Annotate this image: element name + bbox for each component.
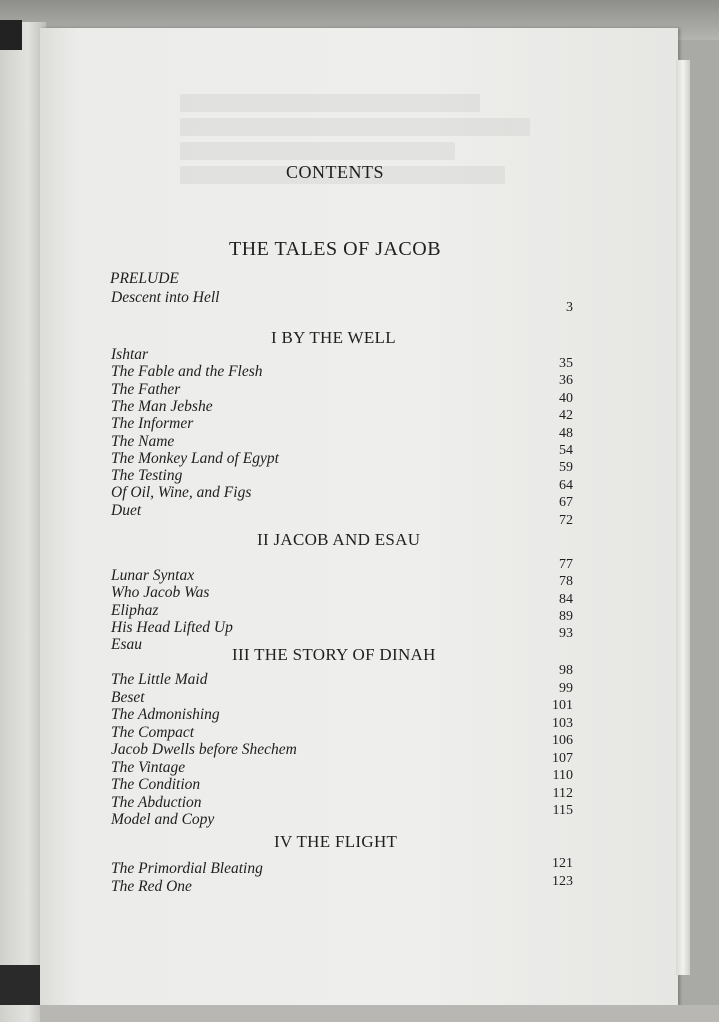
toc-entry-page: 67 — [559, 495, 573, 510]
toc-entry-title: The Vintage — [111, 759, 186, 776]
toc-entry-page: 84 — [559, 592, 573, 607]
toc-entry-page: 72 — [559, 513, 573, 528]
toc-entry-title: Beset — [111, 689, 145, 706]
toc-entry-page: 98 — [559, 663, 573, 678]
section-heading: I BY THE WELL — [271, 328, 396, 347]
book-spine-top — [0, 20, 22, 50]
toc-entry-page: 78 — [559, 574, 573, 589]
toc-entry-page: 40 — [559, 391, 573, 406]
toc-entry-page: 35 — [559, 356, 573, 371]
toc-entry-page: 77 — [559, 557, 573, 572]
toc-entry-title: Who Jacob Was — [111, 584, 210, 601]
toc-entry-page: 59 — [559, 460, 573, 475]
toc-entry-title: The Condition — [111, 776, 201, 793]
toc-entry-page: 106 — [552, 733, 573, 748]
section-heading: III THE STORY OF DINAH — [232, 645, 436, 664]
toc-entry-title: Descent into Hell — [111, 289, 220, 306]
toc-entry-title: Duet — [111, 502, 142, 519]
toc-entry-page: 103 — [552, 716, 573, 731]
toc-entry-title: The Father — [111, 381, 181, 398]
toc-entry-title: Model and Copy — [111, 811, 215, 828]
section-heading: II JACOB AND ESAU — [257, 530, 421, 549]
toc-entry-title: The Monkey Land of Egypt — [111, 450, 279, 467]
toc-entry-title: The Man Jebshe — [111, 398, 213, 415]
toc-entry-page: 110 — [552, 768, 573, 783]
toc-entry-title: Ishtar — [111, 346, 149, 363]
toc-entry-title: Esau — [111, 636, 142, 653]
toc-entry-page: 36 — [559, 373, 573, 388]
toc-entry-page: 112 — [552, 786, 573, 801]
toc-entry-page: 89 — [559, 609, 573, 624]
toc-entry-title: Lunar Syntax — [111, 567, 195, 584]
contents-heading: CONTENTS — [286, 162, 384, 182]
toc-entry-page: 3 — [566, 300, 573, 315]
toc-entry-title: Of Oil, Wine, and Figs — [111, 484, 252, 501]
toc-entry-title: The Primordial Bleating — [111, 860, 263, 877]
toc-entry-page: 93 — [559, 626, 573, 641]
toc-entry-title: The Fable and the Flesh — [111, 363, 263, 380]
toc-entry-title: Jacob Dwells before Shechem — [111, 741, 297, 758]
toc-entry-page: 54 — [559, 443, 573, 458]
toc-entry-title: The Little Maid — [111, 671, 208, 688]
toc-entry-page: 121 — [552, 856, 573, 871]
toc-entry-title: The Red One — [111, 878, 192, 895]
toc-entry-title: The Admonishing — [111, 706, 220, 723]
section-heading: IV THE FLIGHT — [274, 832, 398, 851]
page-stack-edge — [676, 60, 690, 975]
toc-entry-title: The Compact — [111, 724, 195, 741]
toc-entry-title: The Abduction — [111, 794, 202, 811]
toc-entry-page: 101 — [552, 698, 573, 713]
toc-entry-page: 107 — [552, 751, 573, 766]
toc-entry-page: 99 — [559, 681, 573, 696]
toc-entry-page: 123 — [552, 874, 573, 889]
part-title: THE TALES OF JACOB — [229, 238, 442, 260]
background-bottom — [40, 1005, 719, 1022]
toc-entry-title: The Testing — [111, 467, 183, 484]
toc-entry-title: His Head Lifted Up — [111, 619, 233, 636]
toc-entry-page: 42 — [559, 408, 573, 423]
prelude-label: PRELUDE — [110, 270, 179, 287]
toc-entry-page: 48 — [559, 426, 573, 441]
toc-entry-title: Eliphaz — [111, 602, 159, 619]
toc-entry-page: 64 — [559, 478, 573, 493]
toc-entry-page: 115 — [552, 803, 573, 818]
toc-entry-title: The Name — [111, 433, 175, 450]
toc-entry-title: The Informer — [111, 415, 194, 432]
show-through-text — [180, 88, 680, 948]
